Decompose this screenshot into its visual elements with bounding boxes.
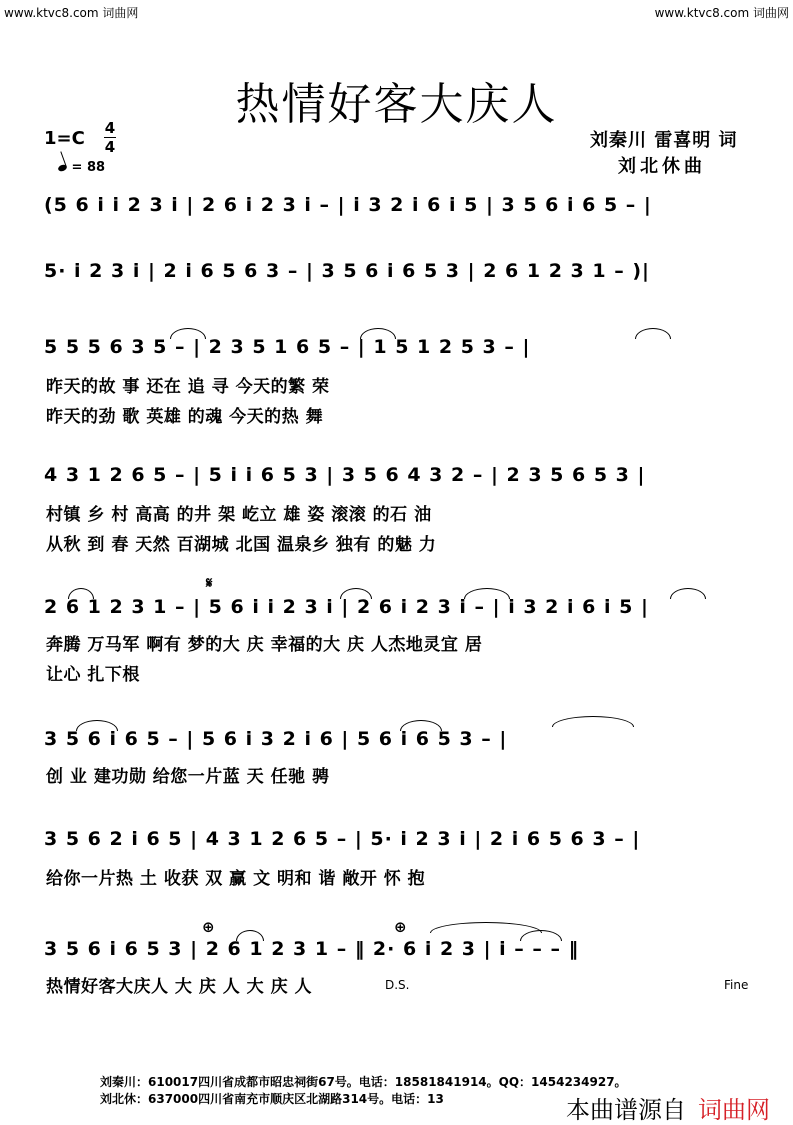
score-row-4 — [40, 464, 758, 494]
tempo-marking — [58, 160, 105, 175]
notation-line: 5 5 5 6 3 5 – | 2 3 5 1 6 5 – | 1 5 1 2 5 3 – | — [44, 336, 531, 358]
notation-line: 3 5 6 i 6 5 – | 5 6 i 3 2 i 6 | 5 6 i 6 5 3 – | — [44, 728, 508, 750]
quarter-note-icon — [57, 164, 68, 173]
slur — [552, 716, 634, 727]
slur — [430, 922, 542, 933]
notation-line: 3 5 6 i 6 5 3 | 2 6 1 2 3 1 – ‖ 2· 6 i 2 3 | i – – – ‖ — [44, 938, 580, 960]
lyrics-verse-1: 村镇 乡 村 高高 的井 架 屹立 雄 姿 滚滚 的石 油 — [46, 505, 432, 525]
site-url-left[interactable]: www.ktvc8.com 词曲网 — [4, 6, 139, 20]
footer-contact-1: 刘秦川：610017四川省成都市昭忠祠街67号。电话：18581841914。QQ：1454234927。 — [100, 1075, 627, 1089]
lyrics-verse-2: 昨天的劲 歌 英雄 的魂 今天的热 舞 — [46, 407, 324, 427]
lyrics-verse-1: 昨天的故 事 还在 追 寻 今天的繁 荣 — [46, 377, 330, 397]
score-row-8 — [40, 938, 758, 968]
notation-line: 3 5 6 2 i 6 5 | 4 3 1 2 6 5 – | 5· i 2 3 i | 2 i 6 5 6 3 – | — [44, 828, 641, 850]
slur — [635, 328, 671, 339]
brand-source-text — [566, 1090, 686, 1125]
site-url-right[interactable]: www.ktvc8.com 词曲网 — [654, 6, 789, 20]
slur — [464, 588, 510, 599]
notation-line: 4 3 1 2 6 5 – | 5 i i 6 5 3 | 3 5 6 4 3 2 – | 2 3 5 6 5 3 | — [44, 464, 646, 486]
lyrics-verse-1: 奔腾 万马军 啊有 梦的大 庆 幸福的大 庆 人杰地灵宜 居 — [46, 635, 483, 655]
lyrics-verse-2: 让心 扎下根 — [46, 665, 140, 685]
ds-marking: D.S. — [385, 978, 410, 992]
coda-sign: ⊕ — [202, 918, 215, 936]
meter-bottom: 4 — [104, 138, 116, 156]
slur — [400, 720, 442, 731]
key-signature: 1=C — [44, 128, 85, 149]
slur — [670, 588, 706, 599]
notation-line: (5 6 i i 2 3 i | 2 6 i 2 3 i – | i 3 2 i 6 i 5 | 3 5 6 i 6 5 – | — [44, 194, 652, 216]
slur — [76, 720, 118, 731]
song-title: 热情好客大庆人 — [235, 79, 558, 130]
composer-credit: 刘北休曲 — [618, 156, 706, 177]
lyrics-verse-2: 从秋 到 春 天然 百湖城 北国 温泉乡 独有 的魅 力 — [46, 535, 437, 555]
score-row-7 — [40, 828, 758, 858]
score-row-5 — [40, 596, 758, 626]
time-signature — [104, 120, 116, 155]
score-row-3 — [40, 336, 758, 366]
lyrics-verse-1: 创 业 建功勋 给您一片蓝 天 任驰 骋 — [46, 767, 330, 787]
meter-top: 4 — [104, 119, 116, 137]
tempo-value: = 88 — [71, 160, 106, 175]
score-row-6 — [40, 728, 758, 758]
notation-line: 5· i 2 3 i | 2 i 6 5 6 3 – | 3 5 6 i 6 5 3 | 2 6 1 2 3 1 – )| — [44, 260, 650, 282]
segno-sign: 𝄋 — [206, 574, 213, 592]
lyrics-verse-1: 给你一片热 土 收获 双 赢 文 明和 谐 敞开 怀 抱 — [46, 869, 426, 889]
coda-sign: ⊕ — [394, 918, 407, 936]
score-row-1 — [40, 194, 758, 224]
brand-link[interactable]: 词曲网 — [698, 1096, 770, 1124]
fine-marking: Fine — [724, 978, 749, 992]
notation-line: 2 6 1 2 3 1 – | 5 6 i i 2 3 i | 2 6 i 2 3 i – | i 3 2 i 6 i 5 | — [44, 596, 649, 618]
slur — [68, 588, 94, 599]
score-row-2 — [40, 260, 758, 290]
brand-black: 本曲谱源自 — [566, 1096, 686, 1124]
slur — [340, 588, 372, 599]
lyrics-verse-1: 热情好客大庆人 大 庆 人 大 庆 人 — [46, 977, 313, 997]
slur — [170, 328, 206, 339]
slur — [360, 328, 396, 339]
slur — [236, 930, 264, 941]
lyricist-credit: 刘秦川 雷喜明 词 — [590, 130, 738, 151]
footer-contact-2: 刘北休：637000四川省南充市顺庆区北湖路314号。电话：13 — [100, 1092, 444, 1106]
